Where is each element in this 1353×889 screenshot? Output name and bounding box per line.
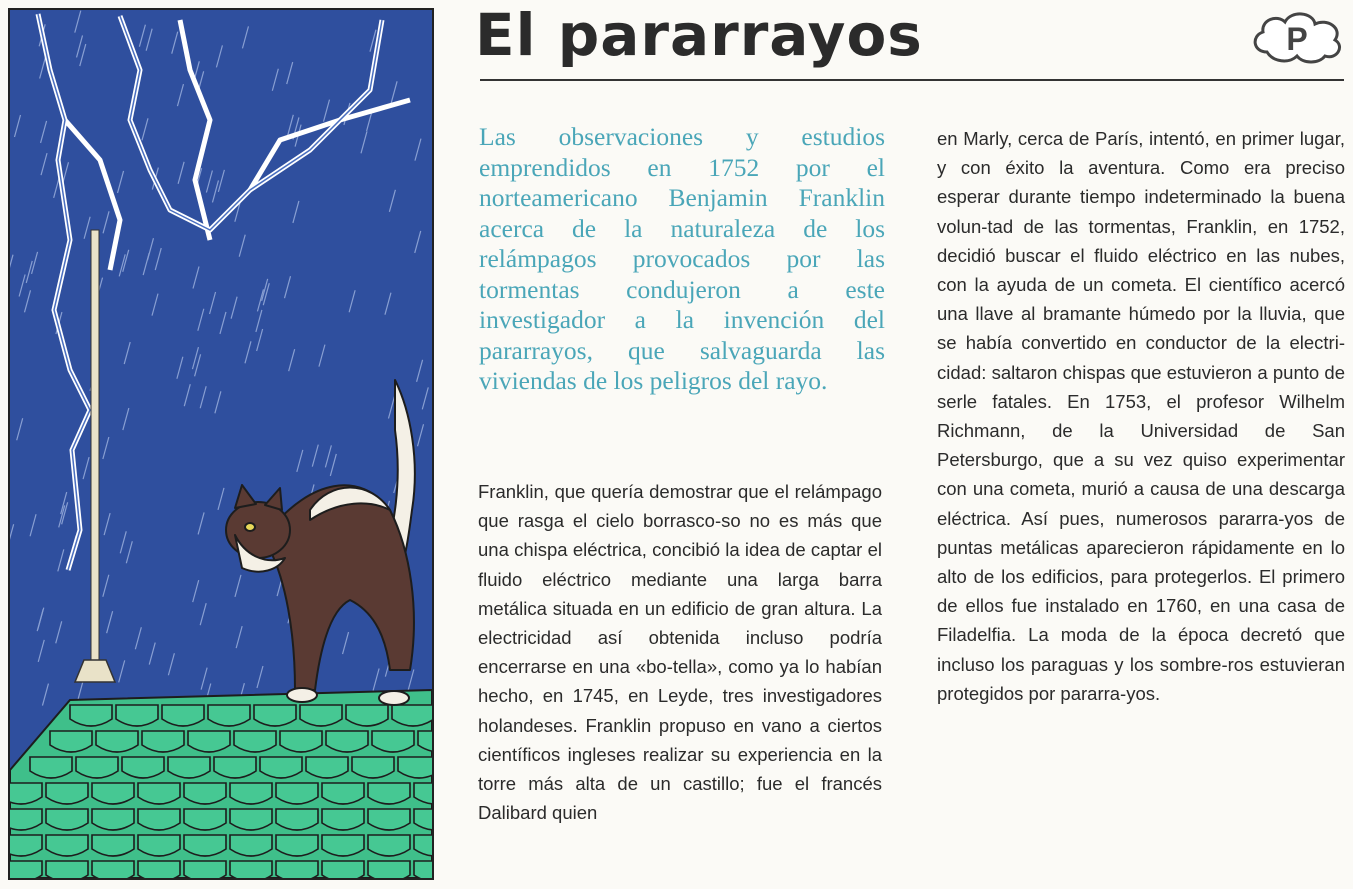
body-column-2: en Marly, cerca de París, intentó, en primer lugar, y con éxito la aventura. Como era preciso esperar durante tiempo indeterminado la buena volun-tad de las tormentas, Franklin, en 1752, decidió buscar el fluido eléctrico en las nubes, con la ayuda de un cometa. El científico acercó una llave al bramante húmedo por la lluvia, que se había convertido en conductor de la electri-cidad: saltaron chispas que estuvieron a punto de serle fatales. En 1753, el profesor Wilhelm Richmann, de la Universidad de San Petersburgo, que a su vez quiso experimentar con una cometa, murió a causa de una descarga eléctrica. Así pues, numerosos pararra-yos de puntas metálicas aparecieron rápidamente en lo alto de los edificios, para protegerlos. El primero de ellos fue instalado en 1760, en una casa de Filadelfia. La moda de la época decretó que incluso los paraguas y los sombre-ros estuvieran protegidos por pararra-yos.: [937, 128, 1345, 704]
body-column-1: Franklin, que quería demostrar que el relámpago que rasga el cielo borrasco-so no es más que una chispa eléctrica, concibió la idea de captar el fluido eléctrico mediante una larga barra metálica situada en un edificio de gran altura. La electricidad así obtenida incluso podría encerrarse en una «bo-tella», como ya lo habían hecho, en 1745, en Leyde, tres investigadores holandeses. Franklin propuso en vano a ciertos científicos ingleses realizar su experiencia en la torre más alta de un castillo; fue el francés Dalibard quien: [478, 481, 882, 824]
storm-cloud-badge-icon: [1247, 6, 1347, 66]
roof-tiles: [10, 690, 432, 878]
badge-letter: P: [1286, 21, 1308, 57]
lead-paragraph: Las observaciones y estudios emprendidos en 1752 por el norteamericano Benjamin Franklin acerca de la naturaleza de los relámpagos provocados por las tormentas condujeron a este investigador a la invención del pararrayos, que salvaguarda las viviendas de los peligros del rayo.: [479, 122, 885, 395]
title-divider: [480, 79, 1344, 81]
storm-cat-illustration: [8, 8, 434, 880]
page-title: El pararrayos: [475, 1, 923, 69]
illustration-svg: [10, 10, 432, 878]
